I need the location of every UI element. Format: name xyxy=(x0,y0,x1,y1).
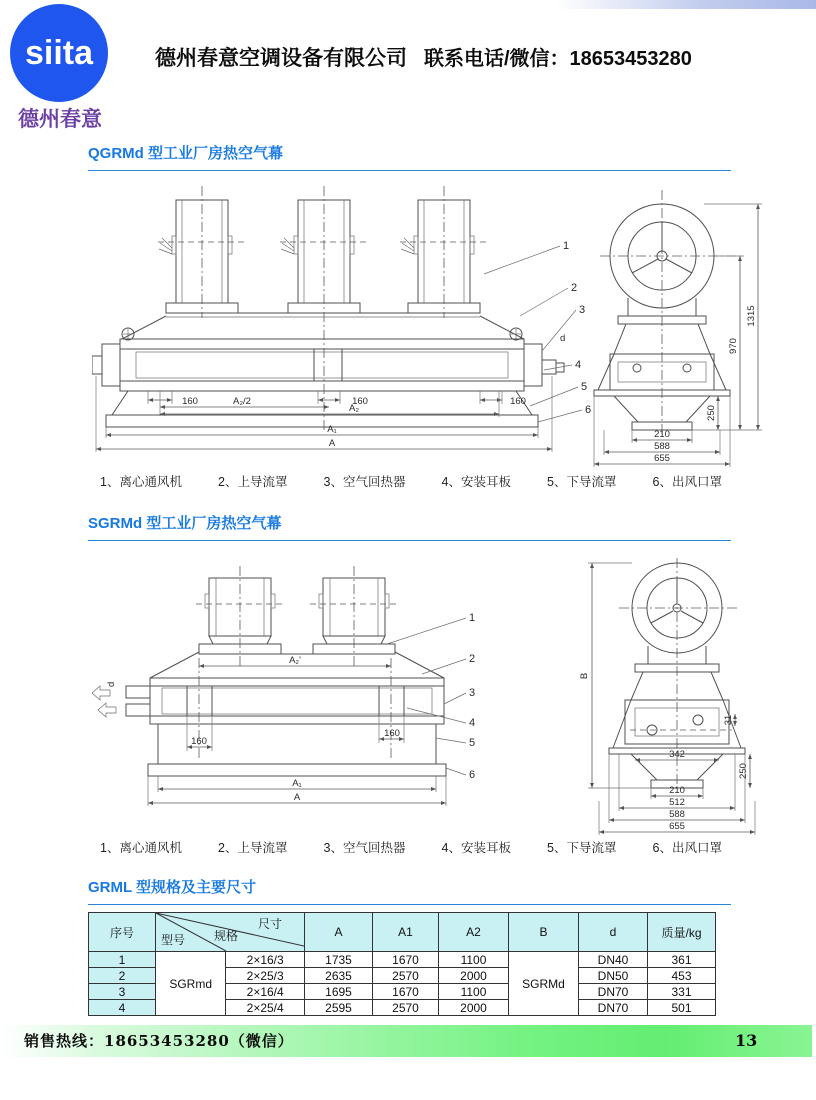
legend-item: 4、安装耳板 xyxy=(441,475,511,489)
company-logo xyxy=(10,4,108,102)
cell-weight: 361 xyxy=(648,952,716,968)
callout-4: 4 xyxy=(575,359,582,371)
header-a2: A2 xyxy=(439,913,509,952)
dim-label-31: 31 xyxy=(723,714,734,726)
fan-unit xyxy=(400,186,488,318)
cell-model-merged: SGRmd xyxy=(156,952,226,1016)
logo-subtitle: 德州春意 xyxy=(18,108,102,131)
callout-1: 1 xyxy=(563,240,570,252)
dim-label-a: A xyxy=(293,792,301,803)
dim-label-655: 655 xyxy=(654,453,670,464)
header-diagonal-cell xyxy=(156,913,305,952)
dim-label-210: 210 xyxy=(654,429,670,440)
dim-label-655: 655 xyxy=(669,821,685,832)
fan-unit xyxy=(158,186,246,318)
callout-4: 4 xyxy=(469,717,476,729)
cell-d: DN40 xyxy=(579,952,648,968)
sgrmd-technical-drawing xyxy=(92,546,792,838)
dim-label-a2-half: A₂/2 xyxy=(233,396,251,407)
callout-3: 3 xyxy=(469,687,476,699)
contact-phone: 联系电话/微信：18653453280 xyxy=(424,48,692,70)
dim-label-a2: A₂ xyxy=(348,403,360,414)
qgrmd-technical-drawing xyxy=(92,176,792,476)
qgrmd-callouts xyxy=(484,240,591,422)
cell-spec: 2×25/3 xyxy=(226,968,305,984)
sgrmd-legend xyxy=(100,838,722,856)
dim-label-512: 512 xyxy=(669,797,685,808)
header-size: 尺寸 xyxy=(257,917,282,931)
cell-a1: 1670 xyxy=(373,952,439,968)
legend-item: 6、出风口罩 xyxy=(652,841,722,855)
sales-hotline: 销售热线：18653453280（微信） xyxy=(24,1032,294,1050)
cell-no: 1 xyxy=(89,952,156,968)
cell-a1: 1670 xyxy=(373,984,439,1000)
callout-2: 2 xyxy=(571,282,578,294)
footer-bar xyxy=(0,1025,812,1057)
cell-no: 2 xyxy=(89,968,156,984)
cell-b-merged: SGRMd xyxy=(509,952,579,1016)
legend-item: 1、离心通风机 xyxy=(100,841,182,855)
dim-label-588: 588 xyxy=(669,809,685,820)
sgrmd-callouts xyxy=(387,612,475,781)
cell-spec: 2×16/4 xyxy=(226,984,305,1000)
legend-item: 4、安装耳板 xyxy=(441,841,511,855)
section-title-qgrmd: QGRMd 型工业厂房热空气幕 xyxy=(88,142,731,171)
legend-item: 2、上导流罩 xyxy=(218,475,288,489)
table-header-row xyxy=(89,913,716,952)
dim-label-210: 210 xyxy=(669,785,685,796)
cell-no: 3 xyxy=(89,984,156,1000)
cell-a2: 1100 xyxy=(439,952,509,968)
cell-a2: 2000 xyxy=(439,1000,509,1016)
spec-table xyxy=(88,912,716,1016)
sgrmd-side-view xyxy=(579,558,755,835)
dim-label-a1: A₁ xyxy=(327,424,337,435)
cell-a: 2595 xyxy=(305,1000,373,1016)
dim-label-b: B xyxy=(579,672,590,680)
cell-spec: 2×16/3 xyxy=(226,952,305,968)
qgrmd-side-dimensions xyxy=(594,204,762,467)
header-index: 序号 xyxy=(89,913,156,952)
dim-label-160-mid: 160 xyxy=(352,396,368,407)
cell-a2: 2000 xyxy=(439,968,509,984)
legend-item: 1、离心通风机 xyxy=(100,475,182,489)
fan-unit xyxy=(310,566,398,666)
qgrmd-legend xyxy=(100,472,722,490)
cell-weight: 453 xyxy=(648,968,716,984)
cell-a: 1695 xyxy=(305,984,373,1000)
dim-label-250: 250 xyxy=(706,405,717,421)
page-number: 13 xyxy=(735,1031,758,1050)
legend-item: 2、上导流罩 xyxy=(218,841,288,855)
table-row xyxy=(89,952,716,968)
qgrmd-front-view xyxy=(92,186,591,452)
dim-label-160-left: 160 xyxy=(182,396,198,407)
dim-label-160-left: 160 xyxy=(191,736,207,747)
fan-unit xyxy=(196,566,284,666)
cell-a1: 2570 xyxy=(373,1000,439,1016)
cell-weight: 331 xyxy=(648,984,716,1000)
dim-label-a: A xyxy=(328,438,336,449)
cell-a2: 1100 xyxy=(439,984,509,1000)
callout-3: 3 xyxy=(579,304,586,316)
cell-a: 1735 xyxy=(305,952,373,968)
cell-no: 4 xyxy=(89,1000,156,1016)
qgrmd-side-view xyxy=(594,190,762,467)
dim-label-160-right: 160 xyxy=(384,728,400,739)
dim-label-588: 588 xyxy=(654,441,670,452)
fan-unit xyxy=(280,186,368,431)
section-title-table: GRML 型规格及主要尺寸 xyxy=(88,876,731,905)
header-d: d xyxy=(579,913,648,952)
company-name: 德州春意空调设备有限公司 xyxy=(155,47,407,70)
header-a: A xyxy=(305,913,373,952)
cell-d: DN50 xyxy=(579,968,648,984)
dim-label-d: d xyxy=(560,333,566,344)
dim-label-970: 970 xyxy=(728,338,739,354)
sgrmd-side-dimensions xyxy=(579,563,755,835)
section-title-sgrmd: SGRMd 型工业厂房热空气幕 xyxy=(88,512,731,541)
legend-item: 3、空气回热器 xyxy=(323,841,406,855)
cell-a: 2635 xyxy=(305,968,373,984)
dim-label-160-right: 160 xyxy=(510,396,526,407)
cell-a1: 2570 xyxy=(373,968,439,984)
callout-2: 2 xyxy=(469,653,476,665)
logo-text: siita xyxy=(24,33,94,72)
legend-item: 3、空气回热器 xyxy=(323,475,406,489)
callout-1: 1 xyxy=(469,612,476,624)
header-model: 型号 xyxy=(161,933,186,947)
header-weight: 质量/kg xyxy=(648,913,716,952)
dim-label-a2: A₂' xyxy=(289,655,301,666)
legend-item: 5、下导流罩 xyxy=(547,475,617,489)
cell-spec: 2×25/4 xyxy=(226,1000,305,1016)
dim-label-1315: 1315 xyxy=(746,305,757,327)
dim-label-d: d xyxy=(106,681,117,687)
callout-5: 5 xyxy=(581,381,588,393)
cell-d: DN70 xyxy=(579,1000,648,1016)
sgrmd-front-view xyxy=(92,566,475,806)
header-b: B xyxy=(509,913,579,952)
callout-5: 5 xyxy=(469,737,476,749)
callout-6: 6 xyxy=(469,769,476,781)
cell-d: DN70 xyxy=(579,984,648,1000)
header-a1: A1 xyxy=(373,913,439,952)
dim-label-342: 342 xyxy=(669,749,685,760)
header-spec: 规格 xyxy=(214,929,239,943)
callout-6: 6 xyxy=(585,404,592,416)
dim-label-250: 250 xyxy=(738,763,749,779)
top-accent-strip xyxy=(556,0,816,9)
legend-item: 5、下导流罩 xyxy=(547,841,617,855)
dim-label-a1: A₁ xyxy=(292,778,302,789)
legend-item: 6、出风口罩 xyxy=(652,475,722,489)
cell-weight: 501 xyxy=(648,1000,716,1016)
